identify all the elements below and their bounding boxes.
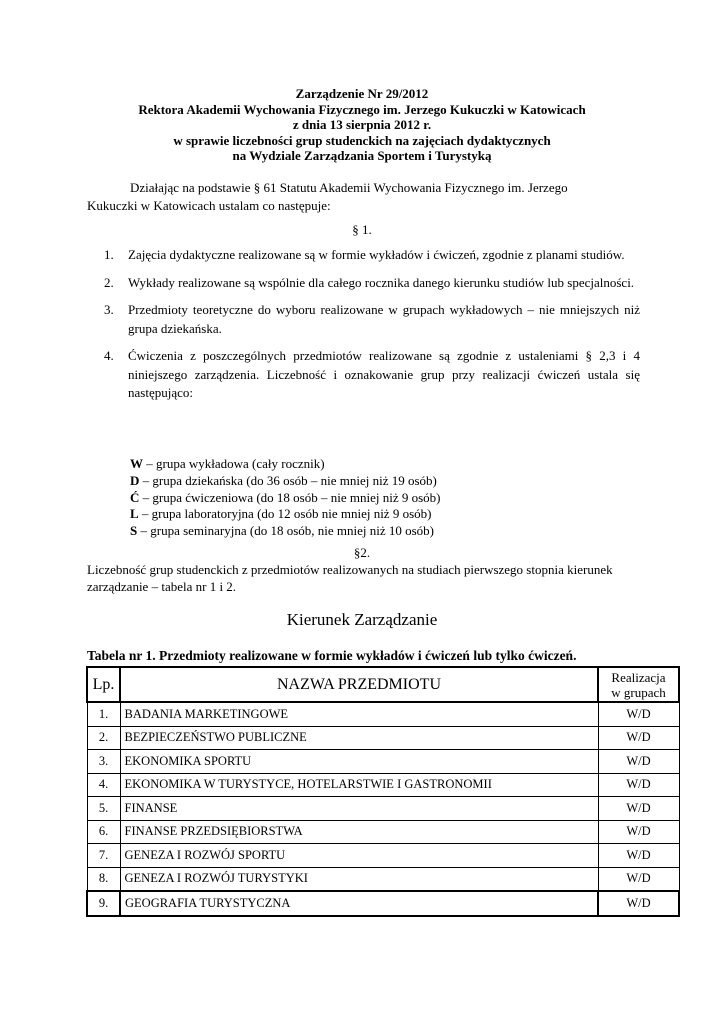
group-definition	[130, 490, 441, 507]
table-row	[87, 844, 679, 868]
group-code: Ć	[130, 489, 140, 505]
list-item-text: Przedmioty teoretyczne do wyboru realizowane w grupach wykładowych – nie mniejszych niż grupa dziekańska.	[128, 302, 640, 336]
cell-name: BEZPIECZEŃSTWO PUBLICZNE	[120, 726, 598, 750]
cell-realization: W/D	[598, 773, 679, 797]
cell-lp: 6.	[87, 820, 120, 844]
cell-realization: W/D	[598, 891, 679, 916]
cell-realization: W/D	[598, 867, 679, 891]
intro-line-2: Kukuczki w Katowicach ustalam co następuje:	[87, 197, 331, 213]
table-row	[87, 726, 679, 750]
cell-lp: 2.	[87, 726, 120, 750]
group-code: L	[130, 506, 139, 522]
cell-lp: 4.	[87, 773, 120, 797]
col-header-realization	[598, 667, 679, 702]
group-desc: – grupa dziekańska (do 36 osób – nie mniej niż 19 osób)	[139, 472, 437, 488]
table-row	[87, 820, 679, 844]
intro-paragraph	[87, 179, 639, 214]
cell-lp: 7.	[87, 844, 120, 868]
col-header-name: NAZWA PRZEDMIOTU	[120, 667, 598, 702]
list-item-text: Wykłady realizowane są wspólnie dla całego rocznika danego kierunku studiów lub specjalności.	[128, 274, 635, 290]
group-definition	[130, 456, 441, 473]
list-item	[104, 301, 640, 338]
col-header-lp: Lp.	[87, 667, 120, 702]
cell-lp: 1.	[87, 702, 120, 726]
table-header-row	[87, 667, 679, 702]
cell-realization: W/D	[598, 797, 679, 821]
list-item	[104, 274, 640, 293]
table-caption: Tabela nr 1. Przedmioty realizowane w formie wykładów i ćwiczeń lub tylko ćwiczeń.	[87, 648, 577, 663]
table-row	[87, 750, 679, 774]
cell-name: EKONOMIKA SPORTU	[120, 750, 598, 774]
group-definition	[130, 473, 441, 490]
cell-realization: W/D	[598, 726, 679, 750]
header-faculty: na Wydziale Zarządzania Sportem i Turystyką	[232, 148, 492, 163]
list-item	[104, 347, 640, 403]
list-item	[104, 246, 640, 265]
group-desc: – grupa laboratoryjna (do 12 osób nie mniej niż 9 osób)	[138, 506, 432, 522]
group-code: W	[130, 456, 143, 471]
cell-lp: 5.	[87, 797, 120, 821]
section-2-title: §2.	[353, 545, 371, 560]
table-row	[87, 797, 679, 821]
list-item-number: 3.	[104, 302, 114, 317]
cell-name: BADANIA MARKETINGOWE	[120, 702, 598, 726]
cell-lp: 3.	[87, 750, 120, 774]
section-1-list	[104, 246, 640, 403]
cell-name: EKONOMIKA W TURYSTYCE, HOTELARSTWIE I GASTRONOMII	[120, 773, 598, 797]
section-2-line-1: Liczebność grup studenckich z przedmiotów realizowanych na studiach pierwszego stopnia kierunek	[87, 562, 613, 577]
header-title: Zarządzenie Nr 29/2012	[295, 86, 429, 101]
table-row	[87, 867, 679, 891]
cell-realization: W/D	[598, 702, 679, 726]
cell-name: GENEZA I ROZWÓJ TURYSTYKI	[120, 867, 598, 891]
table-row	[87, 773, 679, 797]
intro-line-1: Działając na podstawie § 61 Statutu Akademii Wychowania Fizycznego im. Jerzego	[130, 180, 568, 195]
cell-name: FINANSE	[120, 797, 598, 821]
cell-realization: W/D	[598, 844, 679, 868]
group-desc: – grupa ćwiczeniowa (do 18 osób – nie mniej niż 9 osób)	[139, 489, 441, 505]
subjects-table	[86, 666, 680, 917]
group-definition	[130, 523, 441, 540]
col-header-realization-line-1: Realizacja	[611, 669, 666, 685]
table-row	[87, 891, 679, 916]
cell-name: GEOGRAFIA TURYSTYCZNA	[120, 891, 598, 916]
cell-lp: 8.	[87, 867, 120, 891]
list-item-text: Zajęcia dydaktyczne realizowane są w formie wykładów i ćwiczeń, zgodnie z planami studiów.	[128, 247, 625, 262]
cell-lp: 9.	[87, 891, 120, 916]
cell-realization: W/D	[598, 820, 679, 844]
group-desc: – grupa wykładowa (cały rocznik)	[143, 456, 325, 471]
list-item-number: 2.	[104, 274, 114, 290]
list-item-number: 1.	[104, 247, 114, 262]
section-2-paragraph	[87, 562, 647, 596]
header-date: z dnia 13 sierpnia 2012 r.	[292, 117, 432, 132]
group-code: D	[130, 472, 140, 488]
section-1-title: § 1.	[352, 222, 372, 237]
col-header-realization-line-2: w grupach	[611, 684, 666, 700]
header-subject: w sprawie liczebności grup studenckich na zajęciach dydaktycznych	[173, 132, 551, 148]
document-header	[0, 86, 724, 164]
kierunek-heading: Kierunek Zarządzanie	[286, 610, 438, 629]
header-issuer: Rektora Akademii Wychowania Fizycznego im. Jerzego Kukuczki w Katowicach	[138, 101, 586, 117]
cell-realization: W/D	[598, 750, 679, 774]
table-row	[87, 702, 679, 726]
cell-name: GENEZA I ROZWÓJ SPORTU	[120, 844, 598, 868]
cell-name: FINANSE PRZEDSIĘBIORSTWA	[120, 820, 598, 844]
group-definition	[130, 506, 441, 523]
list-item-text: Ćwiczenia z poszczególnych przedmiotów realizowane są zgodnie z ustaleniami § 2,3 i 4 niniejszego zarządzenia. Liczebność i oznakowanie grup przy realizacji ćwiczeń ustala się następująco:	[128, 348, 640, 400]
group-definitions	[130, 456, 441, 540]
group-code: S	[130, 523, 138, 539]
section-2-line-2: zarządzanie – tabela nr 1 i 2.	[87, 578, 237, 594]
group-desc: – grupa seminaryjna (do 18 osób, nie mniej niż 10 osób)	[137, 523, 435, 539]
list-item-number: 4.	[104, 348, 114, 363]
